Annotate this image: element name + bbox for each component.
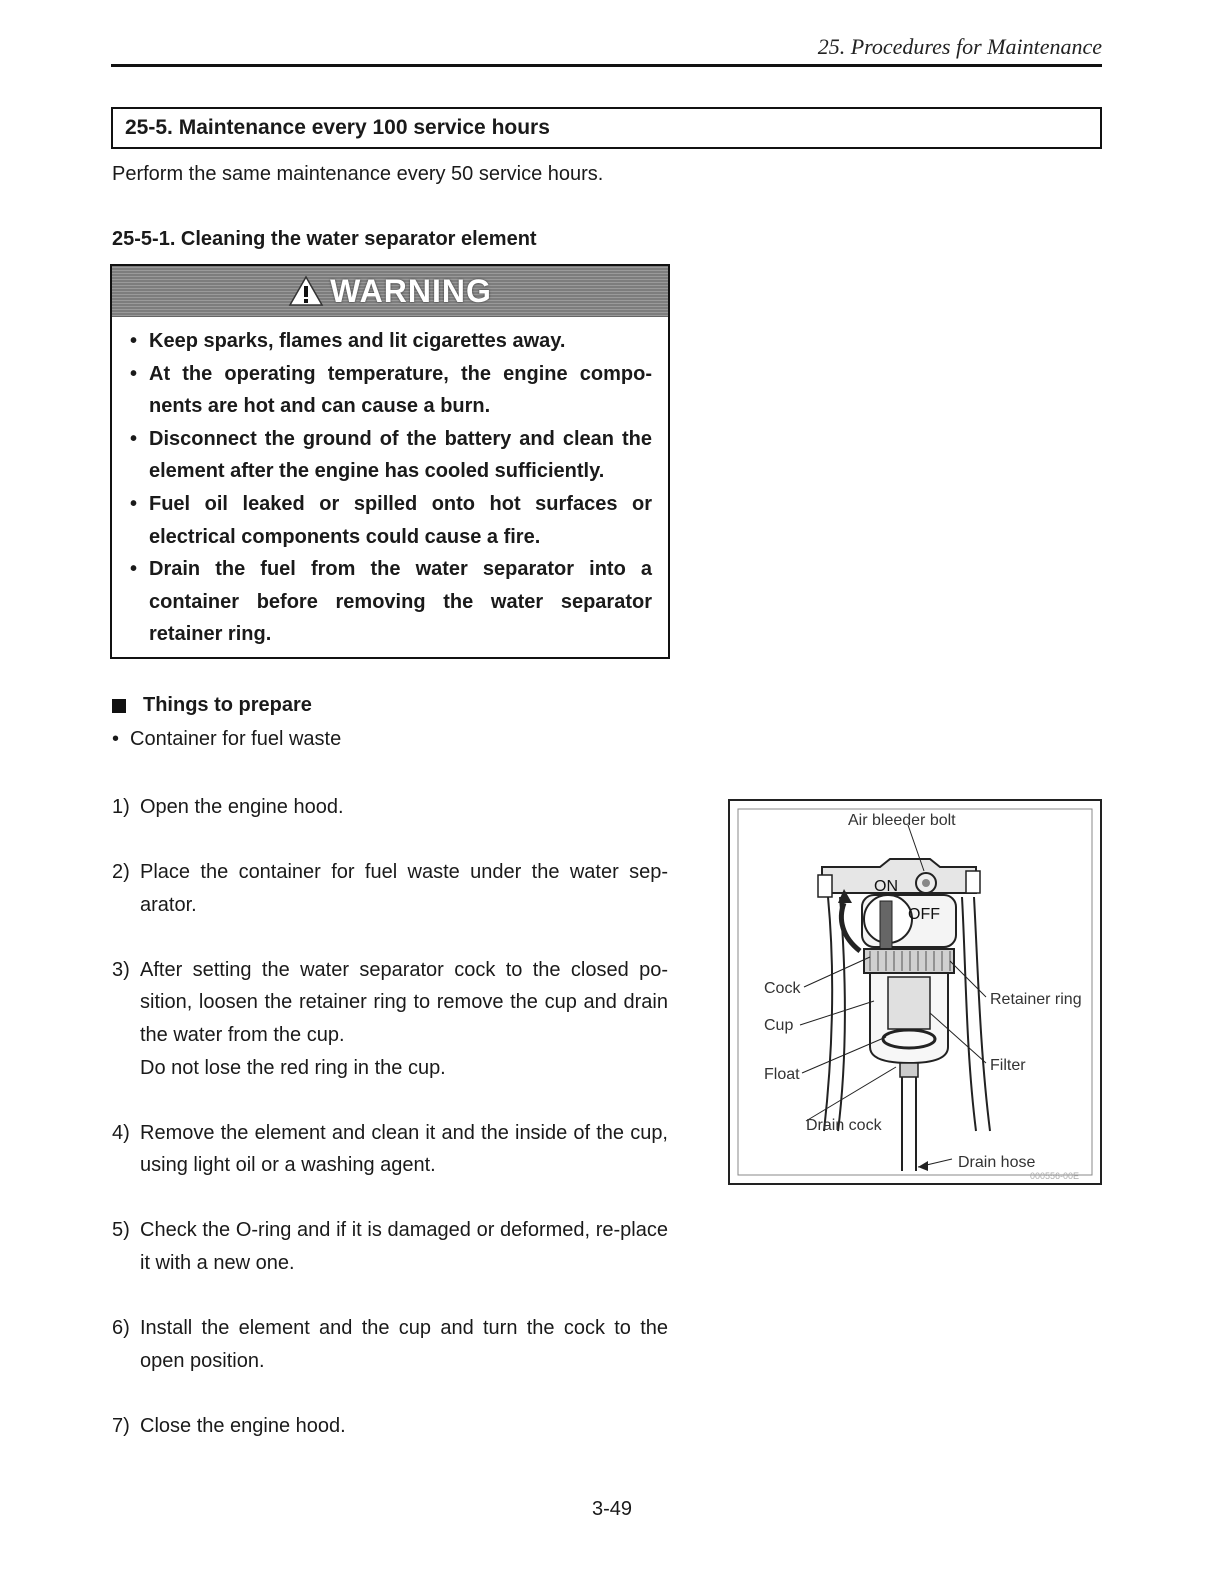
warning-item: • Drain the fuel from the water separator into a container before removing the water separator retainer ring. xyxy=(128,553,652,651)
prepare-heading-text: Things to prepare xyxy=(143,694,312,716)
step-number: 1) xyxy=(112,796,130,818)
warning-banner-text: WARNING xyxy=(330,272,492,309)
bullet-icon: • xyxy=(112,728,120,750)
prepare-item-text: Container for fuel waste xyxy=(130,728,342,750)
step-number: 3) xyxy=(112,958,130,981)
step-item xyxy=(112,1410,668,1443)
section-intro: Perform the same maintenance every 50 service hours. xyxy=(112,163,604,185)
step-item xyxy=(112,1214,668,1279)
water-separator-diagram xyxy=(730,801,1100,1183)
label-air-bleeder-bolt: Air bleeder bolt xyxy=(848,812,956,829)
warning-item: • Fuel oil leaked or spilled onto hot surfaces or electrical components could cause a fire. xyxy=(128,488,652,553)
prepare-heading xyxy=(112,694,312,717)
figure-code: 000556-00E xyxy=(1030,1171,1080,1181)
step-item xyxy=(112,1312,668,1377)
section-title: 25-5. Maintenance every 100 service hours xyxy=(125,116,550,139)
label-cup: Cup xyxy=(764,1017,794,1034)
header-rule xyxy=(111,64,1102,67)
procedure-steps xyxy=(112,791,668,1475)
warning-item: • At the operating temperature, the engine compo-nents are hot and can cause a burn. xyxy=(128,358,652,423)
label-retainer-ring: Retainer ring xyxy=(990,991,1082,1008)
warning-banner xyxy=(112,266,668,317)
step-item xyxy=(112,1117,668,1182)
water-separator-figure xyxy=(728,799,1102,1185)
square-bullet-icon xyxy=(112,699,126,713)
label-cock: Cock xyxy=(764,980,801,997)
label-float: Float xyxy=(764,1066,800,1083)
step-text: Install the element and the cup and turn the cock to the open position. xyxy=(140,1317,668,1372)
step-number: 7) xyxy=(112,1414,130,1437)
warning-item: • Disconnect the ground of the battery and clean the element after the engine has cooled sufficiently. xyxy=(128,423,652,488)
step-item xyxy=(112,954,668,1084)
step-text: Place the container for fuel waste under the water sep-arator. xyxy=(140,861,668,916)
section-title-box xyxy=(111,107,1102,149)
label-filter: Filter xyxy=(990,1057,1026,1074)
page-number: 3-49 xyxy=(591,1498,633,1520)
step-text: Open the engine hood. xyxy=(140,796,344,818)
step-note: Do not lose the red ring in the cup. xyxy=(140,1056,446,1079)
label-drain-hose: Drain hose xyxy=(958,1154,1036,1171)
step-number: 5) xyxy=(112,1219,130,1242)
step-text: Remove the element and clean it and the inside of the cup, using light oil or a washing agent. xyxy=(140,1121,668,1177)
label-on: ON xyxy=(874,878,898,895)
subsection-title: 25-5-1. Cleaning the water separator element xyxy=(112,228,537,250)
warning-item: • Keep sparks, flames and lit cigarettes away. xyxy=(128,325,652,358)
prepare-item xyxy=(112,728,341,751)
label-drain-cock: Drain cock xyxy=(806,1117,882,1134)
step-text: Close the engine hood. xyxy=(140,1414,346,1437)
warning-triangle-icon xyxy=(288,275,324,307)
step-number: 4) xyxy=(112,1121,130,1144)
warning-list xyxy=(112,317,668,651)
warning-box xyxy=(110,264,670,659)
step-text: Check the O-ring and if it is damaged or deformed, re-place it with a new one. xyxy=(140,1219,668,1274)
step-item xyxy=(112,856,668,921)
step-number: 6) xyxy=(112,1317,130,1340)
step-item xyxy=(112,791,668,824)
step-body xyxy=(140,954,668,1084)
chapter-header-title: 25. Procedures for Maintenance xyxy=(817,34,1102,59)
step-number: 2) xyxy=(112,861,130,884)
step-text: After setting the water separator cock to the closed po-sition, loosen the retainer ring to remove the cup and drain the water from the cup. xyxy=(140,958,668,1046)
label-off: OFF xyxy=(908,906,940,923)
